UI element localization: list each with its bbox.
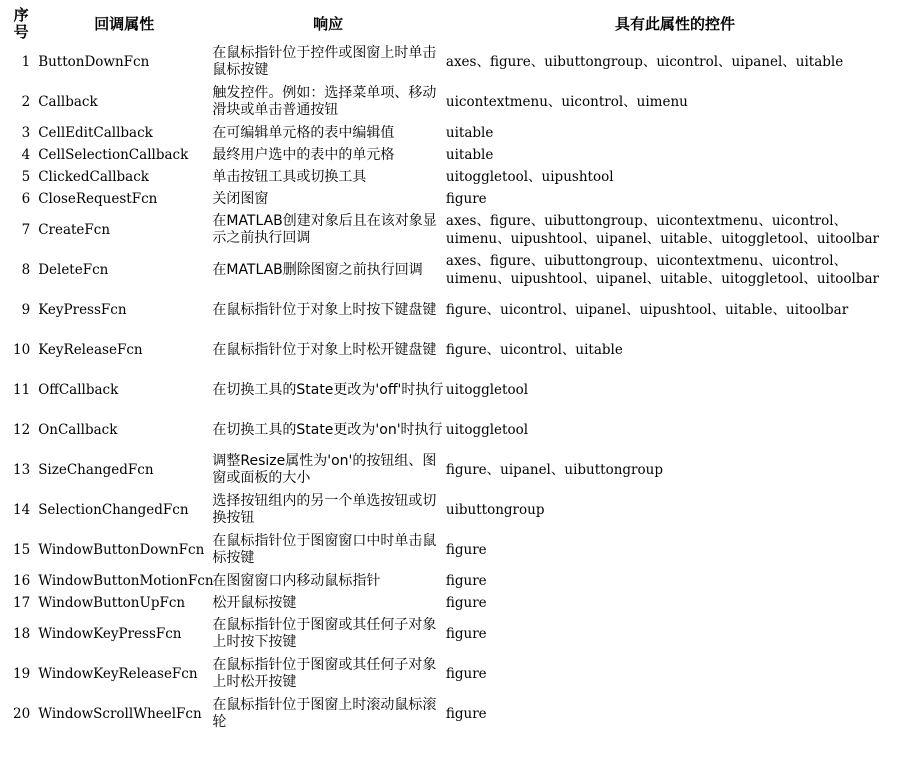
header-response: 响应 bbox=[313, 14, 344, 33]
row-response: 在鼠标指针位于图窗窗口中时单击鼠标按键 bbox=[212, 533, 437, 566]
row-controls: figure、uipanel、uibuttongroup bbox=[445, 462, 663, 478]
row-callback-name: WindowButtonMotionFcn bbox=[38, 573, 214, 589]
row-response: 在MATLAB删除图窗之前执行回调 bbox=[212, 261, 423, 278]
row-response: 在鼠标指针位于图窗或其任何子对象上时按下按键 bbox=[212, 617, 437, 650]
row-response: 关闭图窗 bbox=[212, 190, 269, 207]
row-callback-name: WindowButtonDownFcn bbox=[38, 542, 205, 558]
row-response: 在鼠标指针位于对象上时松开键盘键 bbox=[212, 341, 437, 358]
row-response: 在MATLAB创建对象后且在该对象显示之前执行回调 bbox=[212, 213, 437, 246]
row-index: 1 bbox=[21, 54, 31, 70]
table-row bbox=[6, 654, 900, 694]
row-response: 在切换工具的State更改为'off'时执行 bbox=[212, 381, 444, 398]
header-index: 序 号 bbox=[13, 6, 29, 41]
row-callback-name: SelectionChangedFcn bbox=[38, 502, 189, 518]
header-controls: 具有此属性的控件 bbox=[614, 14, 735, 33]
row-controls: uitable bbox=[445, 125, 494, 141]
row-index: 7 bbox=[21, 222, 31, 238]
table-row bbox=[6, 370, 900, 410]
row-callback-name: WindowScrollWheelFcn bbox=[38, 706, 202, 722]
table-row bbox=[6, 144, 900, 166]
row-callback-name: CellSelectionCallback bbox=[38, 147, 189, 163]
row-callback-name: WindowKeyPressFcn bbox=[38, 626, 182, 642]
table-row bbox=[6, 490, 900, 530]
row-response: 在可编辑单元格的表中编辑值 bbox=[212, 124, 395, 141]
row-controls: figure bbox=[445, 191, 487, 207]
row-index: 2 bbox=[21, 94, 31, 110]
row-callback-name: KeyReleaseFcn bbox=[38, 342, 143, 358]
row-index: 14 bbox=[13, 502, 31, 518]
table-row bbox=[6, 410, 900, 450]
row-controls: uitable bbox=[445, 147, 494, 163]
row-controls: figure bbox=[445, 626, 487, 642]
row-response: 选择按钮组内的另一个单选按钮或切换按钮 bbox=[212, 493, 437, 526]
table-body bbox=[6, 42, 900, 734]
row-callback-name: ClickedCallback bbox=[38, 169, 149, 185]
table-row bbox=[6, 592, 900, 614]
row-response: 在鼠标指针位于图窗或其任何子对象上时松开按键 bbox=[212, 657, 437, 690]
row-index: 17 bbox=[13, 595, 31, 611]
table-row bbox=[6, 694, 900, 734]
row-response: 触发控件。例如：选择菜单项、移动滑块或单击普通按钮 bbox=[212, 85, 437, 118]
row-response: 在鼠标指针位于图窗上时滚动鼠标滚轮 bbox=[212, 697, 437, 730]
row-index: 13 bbox=[13, 462, 31, 478]
row-response: 在切换工具的State更改为'on'时执行 bbox=[212, 421, 443, 438]
row-controls: figure bbox=[445, 573, 487, 589]
row-index: 10 bbox=[13, 342, 31, 358]
row-controls: uitoggletool bbox=[445, 382, 529, 398]
table-row bbox=[6, 614, 900, 654]
row-index: 11 bbox=[13, 382, 31, 398]
row-index: 6 bbox=[21, 191, 31, 207]
row-callback-name: KeyPressFcn bbox=[38, 302, 127, 318]
row-index: 12 bbox=[13, 422, 31, 438]
row-index: 19 bbox=[13, 666, 31, 682]
header-row bbox=[6, 6, 900, 42]
row-controls: uitoggletool、uipushtool bbox=[445, 169, 614, 185]
row-callback-name: OnCallback bbox=[38, 422, 118, 438]
row-callback-name: WindowButtonUpFcn bbox=[38, 595, 186, 611]
row-index: 9 bbox=[21, 302, 31, 318]
row-controls: figure bbox=[445, 666, 487, 682]
table-row bbox=[6, 82, 900, 122]
row-response: 松开鼠标按键 bbox=[212, 594, 297, 611]
table-row bbox=[6, 250, 900, 290]
row-index: 4 bbox=[21, 147, 31, 163]
row-index: 16 bbox=[13, 573, 31, 589]
row-controls: uicontextmenu、uicontrol、uimenu bbox=[445, 94, 688, 110]
row-controls: axes、figure、uibuttongroup、uicontextmenu、uicontrol、uimenu、uipushtool、uipanel、uitable、uitoggletool、uitoolbar bbox=[445, 253, 879, 287]
row-response: 在鼠标指针位于控件或图窗上时单击鼠标按键 bbox=[212, 45, 437, 78]
row-index: 15 bbox=[13, 542, 31, 558]
row-index: 3 bbox=[21, 125, 31, 141]
table-row bbox=[6, 122, 900, 144]
table-row bbox=[6, 166, 900, 188]
row-callback-name: WindowKeyReleaseFcn bbox=[38, 666, 198, 682]
row-callback-name: Callback bbox=[38, 94, 98, 110]
row-response: 单击按钮工具或切换工具 bbox=[212, 168, 367, 185]
row-callback-name: CreateFcn bbox=[38, 222, 111, 238]
row-response: 最终用户选中的表中的单元格 bbox=[212, 146, 395, 163]
header-callback: 回调属性 bbox=[94, 14, 155, 33]
row-controls: figure bbox=[445, 706, 487, 722]
table-row bbox=[6, 530, 900, 570]
callback-table bbox=[6, 6, 900, 734]
row-controls: uibuttongroup bbox=[445, 502, 545, 518]
table-row bbox=[6, 188, 900, 210]
row-controls: figure、uicontrol、uitable bbox=[445, 342, 623, 358]
row-response: 在图窗窗口内移动鼠标指针 bbox=[212, 572, 381, 589]
row-callback-name: CellEditCallback bbox=[38, 125, 153, 141]
row-index: 5 bbox=[21, 169, 31, 185]
row-callback-name: CloseRequestFcn bbox=[38, 191, 158, 207]
row-response: 在鼠标指针位于对象上时按下键盘键 bbox=[212, 301, 437, 318]
row-callback-name: SizeChangedFcn bbox=[38, 462, 154, 478]
table-row bbox=[6, 42, 900, 82]
table-row bbox=[6, 450, 900, 490]
row-index: 18 bbox=[13, 626, 31, 642]
row-controls: axes、figure、uibuttongroup、uicontextmenu、uicontrol、uimenu、uipushtool、uipanel、uitable、uitoggletool、uitoolbar bbox=[445, 213, 879, 247]
row-controls: figure、uicontrol、uipanel、uipushtool、uitable、uitoolbar bbox=[445, 302, 849, 318]
row-index: 20 bbox=[13, 706, 31, 722]
row-callback-name: DeleteFcn bbox=[38, 262, 109, 278]
row-index: 8 bbox=[21, 262, 31, 278]
row-controls: figure bbox=[445, 542, 487, 558]
row-callback-name: OffCallback bbox=[38, 382, 119, 398]
table-row bbox=[6, 330, 900, 370]
table-row bbox=[6, 210, 900, 250]
table-row bbox=[6, 290, 900, 330]
table-row bbox=[6, 570, 900, 592]
row-response: 调整Resize属性为'on'的按钮组、图窗或面板的大小 bbox=[212, 453, 437, 486]
row-controls: uitoggletool bbox=[445, 422, 529, 438]
row-controls: figure bbox=[445, 595, 487, 611]
row-controls: axes、figure、uibuttongroup、uicontrol、uipanel、uitable bbox=[445, 54, 844, 70]
row-callback-name: ButtonDownFcn bbox=[38, 54, 150, 70]
